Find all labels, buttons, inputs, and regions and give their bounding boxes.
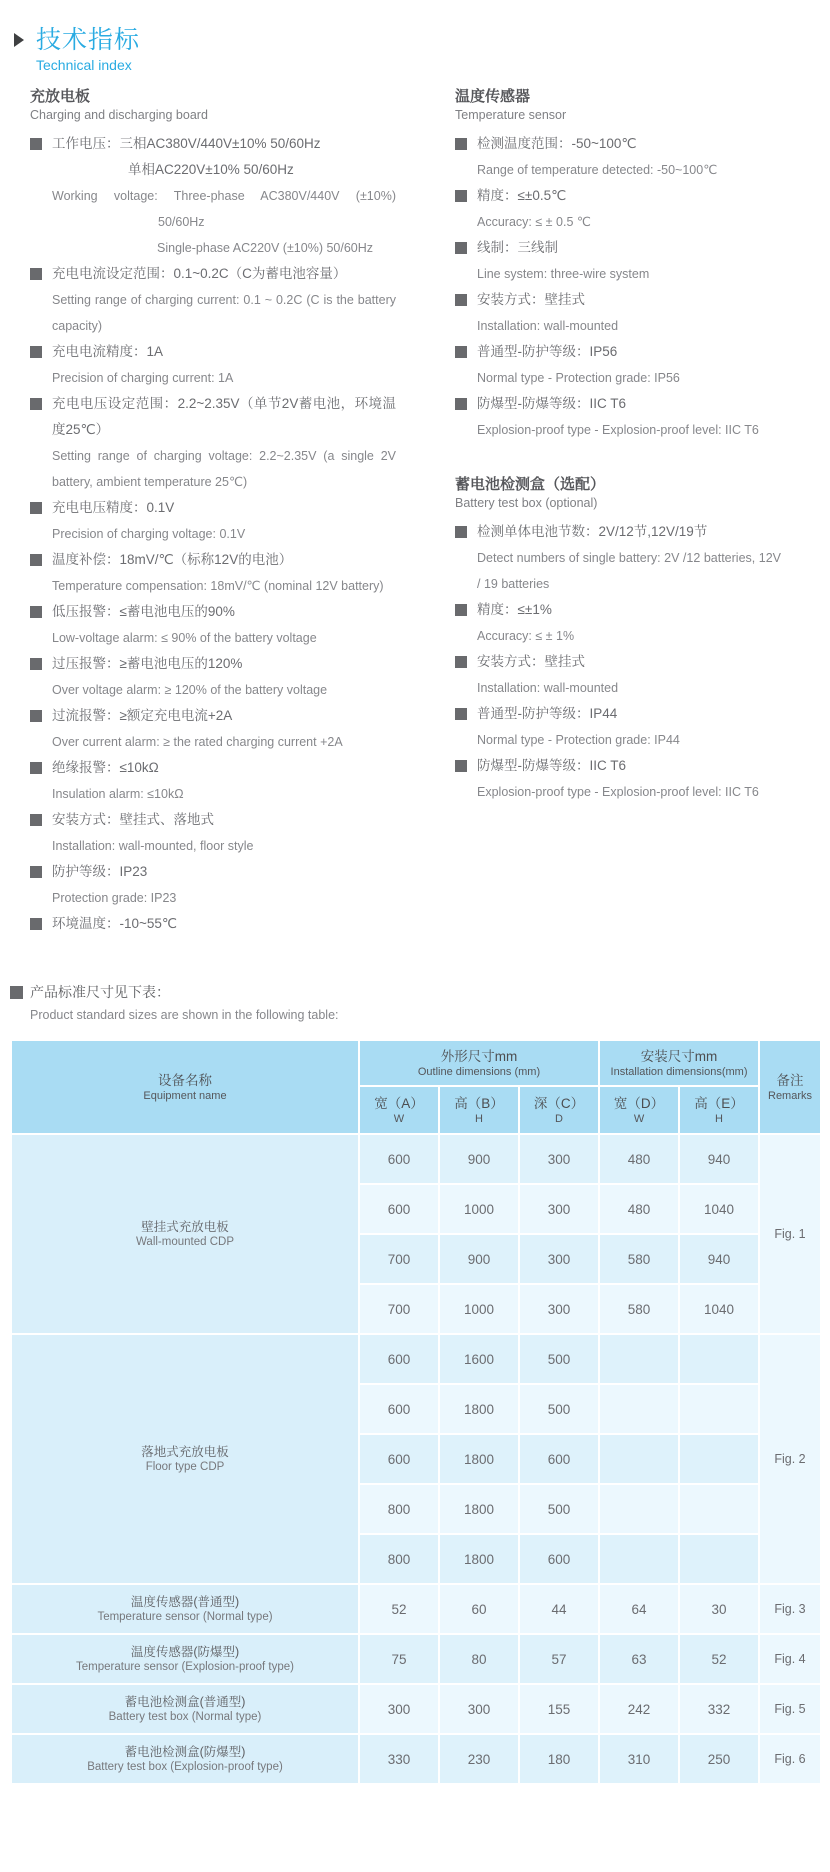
- bullet-icon: [455, 604, 467, 616]
- dimension-cell: 1800: [439, 1484, 519, 1534]
- spec-line-zh: [52, 599, 396, 625]
- spec-text-zh: 检测单体电池节数：2V/12节,12V/19节: [477, 524, 708, 539]
- bullet-icon: [455, 190, 467, 202]
- equipment-name-en: Battery test box (Normal type): [108, 1711, 262, 1723]
- spec-line-en: Over voltage alarm: ≥ 120% of the battery voltage: [52, 683, 328, 697]
- dimension-cell: 700: [359, 1284, 439, 1334]
- spec-item: [455, 287, 781, 339]
- col-subheader-zh: 宽（D）: [613, 1095, 665, 1111]
- spec-text-zh: 环境温度：-10~55℃: [52, 916, 178, 931]
- equipment-name-en: Battery test box (Explosion-proof type): [87, 1761, 283, 1773]
- dimension-cell: 330: [359, 1734, 439, 1784]
- bullet-icon: [30, 658, 42, 670]
- spec-item: [455, 519, 781, 597]
- equipment-name-en: Temperature sensor (Normal type): [97, 1611, 273, 1623]
- dimension-cell: 250: [679, 1734, 759, 1784]
- dimension-cell: [679, 1334, 759, 1384]
- spec-line-zh: [477, 391, 781, 417]
- col-subheader: [519, 1086, 599, 1134]
- spec-line-en: Line system: three-wire system: [477, 267, 650, 281]
- dimension-cell: 600: [359, 1434, 439, 1484]
- spec-line-en: Over current alarm: ≥ the rated charging current +2A: [52, 735, 343, 749]
- spec-item: [455, 235, 781, 287]
- dimension-cell: [599, 1334, 679, 1384]
- spec-item: [30, 807, 396, 859]
- spec-text-zh: 工作电压：三相AC380V/440V±10% 50/60Hz: [52, 136, 321, 151]
- spec-line-en: Working voltage: Three-phase AC380V/440V (±10%): [52, 189, 396, 203]
- equipment-name-cell: [11, 1734, 359, 1784]
- spec-item: [455, 597, 781, 649]
- table-row: [11, 1134, 821, 1184]
- spec-text-zh: 普通型-防护等级：IP44: [477, 706, 618, 721]
- section-arrow-icon: [14, 33, 24, 47]
- spec-line-zh: [477, 649, 781, 675]
- table-row: [11, 1734, 821, 1784]
- dimension-cell: 480: [599, 1134, 679, 1184]
- bullet-icon: [455, 656, 467, 668]
- title-text-wrap: [36, 26, 140, 73]
- bullet-icon: [30, 762, 42, 774]
- spec-line-zh: [52, 391, 396, 443]
- spec-line-zh: [52, 703, 396, 729]
- dimension-cell: 1800: [439, 1534, 519, 1584]
- bullet-icon: [455, 708, 467, 720]
- equipment-name-cell: [11, 1634, 359, 1684]
- spec-line-zh: [477, 339, 781, 365]
- equipment-name-en: Temperature sensor (Explosion-proof type): [76, 1661, 294, 1673]
- spec-line-zh: [52, 261, 396, 287]
- col-subheader: [439, 1086, 519, 1134]
- dimension-cell: 60: [439, 1584, 519, 1634]
- table-row: [11, 1634, 821, 1684]
- spec-columns: [0, 87, 830, 937]
- dimension-cell: [599, 1484, 679, 1534]
- section-title-zh: 温度传感器: [455, 88, 531, 105]
- spec-line-en: Range of temperature detected: -50~100℃: [477, 163, 718, 177]
- spec-item: [30, 131, 396, 261]
- equipment-name-en: Wall-mounted CDP: [136, 1236, 234, 1248]
- table-intro-en: Product standard sizes are shown in the following table:: [30, 1008, 339, 1022]
- spec-line-en: Installation: wall-mounted, floor style: [52, 839, 254, 853]
- dimension-cell: 600: [359, 1134, 439, 1184]
- dimension-cell: 310: [599, 1734, 679, 1784]
- col-subheader-en: H: [475, 1112, 483, 1125]
- dimension-cell: [679, 1484, 759, 1534]
- spec-text-zh: 充电电压设定范围：2.2~2.35V（单节2V蓄电池，环境温度25℃）: [52, 396, 396, 437]
- bullet-icon: [30, 398, 42, 410]
- spec-line-en: Precision of charging current: 1A: [52, 371, 234, 385]
- dimension-cell: 230: [439, 1734, 519, 1784]
- table-row: [11, 1334, 821, 1384]
- spec-line-zh: [52, 131, 396, 157]
- dimension-cell: 1040: [679, 1284, 759, 1334]
- spec-text-zh: 普通型-防护等级：IP56: [477, 344, 618, 359]
- equipment-name-en: Floor type CDP: [145, 1461, 225, 1473]
- spec-item: [30, 339, 396, 391]
- spec-text-zh: 精度：≤±1%: [477, 602, 552, 617]
- spec-item: [30, 547, 396, 599]
- col-subheader: [359, 1086, 439, 1134]
- equipment-name-zh: 蓄电池检测盒(防爆型): [124, 1745, 246, 1759]
- dimension-cell: 800: [359, 1534, 439, 1584]
- spec-line-zh: [477, 701, 781, 727]
- dimension-cell: 940: [679, 1134, 759, 1184]
- dimension-cell: 44: [519, 1584, 599, 1634]
- bullet-icon: [455, 526, 467, 538]
- dimension-cell: 300: [519, 1284, 599, 1334]
- spec-line-zh: [477, 183, 781, 209]
- spec-line-zh: [477, 131, 781, 157]
- dimension-cell: [599, 1384, 679, 1434]
- dimension-cell: 300: [519, 1184, 599, 1234]
- dimension-cell: 300: [519, 1134, 599, 1184]
- col-subheader-zh: 深（C）: [533, 1095, 585, 1111]
- specs-column-left: [30, 87, 396, 937]
- dimension-cell: 580: [599, 1234, 679, 1284]
- bullet-icon: [455, 294, 467, 306]
- spec-text-zh: 防爆型-防爆等级：IIC T6: [477, 758, 627, 773]
- spec-item: [30, 391, 396, 495]
- spec-item: [30, 859, 396, 911]
- col-subheader-zh: 高（E）: [694, 1095, 744, 1111]
- dimension-cell: 30: [679, 1584, 759, 1634]
- dimension-cell: 700: [359, 1234, 439, 1284]
- col-subheader-en: D: [555, 1112, 563, 1125]
- spec-item: [455, 339, 781, 391]
- specs-column-right: [455, 87, 781, 805]
- spec-line-zh: [52, 755, 396, 781]
- spec-section-battery-test-box: [455, 475, 781, 805]
- spec-item: [455, 649, 781, 701]
- remark-cell: Fig. 1: [759, 1134, 821, 1334]
- equipment-name-zh: 落地式充放电板: [141, 1445, 229, 1459]
- equipment-name-cell: [11, 1584, 359, 1634]
- bullet-icon: [30, 502, 42, 514]
- spec-line-zh: [52, 651, 396, 677]
- spec-line-zh: [52, 911, 396, 937]
- col-header-outline-en: Outline dimensions (mm): [417, 1065, 541, 1078]
- bullet-icon: [30, 866, 42, 878]
- section-title: [455, 475, 781, 512]
- spec-line-en: Setting range of charging voltage: 2.2~2.35V (a single 2V battery, ambient temperature 25℃): [52, 449, 396, 489]
- spec-line-zh: [52, 807, 396, 833]
- spec-line-en: Accuracy: ≤ ± 1%: [477, 629, 575, 643]
- dimension-cell: 900: [439, 1134, 519, 1184]
- spec-line-en: Insulation alarm: ≤10kΩ: [52, 787, 184, 801]
- col-subheader-en: W: [633, 1112, 645, 1125]
- dimension-cell: 300: [359, 1684, 439, 1734]
- bullet-icon: [30, 606, 42, 618]
- spec-text-zh: 安装方式：壁挂式: [477, 292, 585, 307]
- spec-line-zh: [477, 753, 781, 779]
- spec-line-zh: [477, 235, 781, 261]
- equipment-name-zh: 温度传感器(防爆型): [130, 1645, 240, 1659]
- spec-text-zh: 防爆型-防爆等级：IIC T6: [477, 396, 627, 411]
- section-title: [30, 87, 396, 124]
- dimension-cell: 600: [519, 1534, 599, 1584]
- dimension-cell: 1600: [439, 1334, 519, 1384]
- bullet-icon: [455, 346, 467, 358]
- spec-text-zh: 线制：三线制: [477, 240, 558, 255]
- dimension-cell: 180: [519, 1734, 599, 1784]
- spec-item: [30, 261, 396, 339]
- spec-line-zh: [477, 519, 781, 545]
- spec-line-zh: [477, 287, 781, 313]
- dimension-cell: 300: [439, 1684, 519, 1734]
- col-header-equipment-zh: 设备名称: [158, 1072, 212, 1088]
- spec-text-zh: 安装方式：壁挂式、落地式: [52, 812, 214, 827]
- bullet-icon: [455, 760, 467, 772]
- spec-line-en: Normal type - Protection grade: IP56: [477, 371, 680, 385]
- spec-text-zh: 低压报警：≤蓄电池电压的90%: [52, 604, 235, 619]
- dimension-cell: 300: [519, 1234, 599, 1284]
- spec-text-zh: 过流报警：≥额定充电电流+2A: [52, 708, 233, 723]
- dimension-cell: 940: [679, 1234, 759, 1284]
- spec-line-en: Accuracy: ≤ ± 0.5 ℃: [477, 215, 591, 229]
- dimension-cell: 1000: [439, 1184, 519, 1234]
- dimension-cell: 155: [519, 1684, 599, 1734]
- remark-cell: Fig. 6: [759, 1734, 821, 1784]
- dimension-cell: 1000: [439, 1284, 519, 1334]
- spec-section-temperature-sensor: [455, 87, 781, 443]
- table-row: [11, 1584, 821, 1634]
- section-title-en: Temperature sensor: [455, 108, 567, 122]
- equipment-name-zh: 蓄电池检测盒(普通型): [124, 1695, 246, 1709]
- dimension-cell: 57: [519, 1634, 599, 1684]
- spec-text-zh: 充电电流设定范围：0.1~0.2C（C为蓄电池容量）: [52, 266, 347, 281]
- spec-line-en: Setting range of charging current: 0.1 ~ 0.2C (C is the battery capacity): [52, 293, 396, 333]
- dimension-cell: [599, 1434, 679, 1484]
- spec-item: [30, 651, 396, 703]
- dimension-cell: 1800: [439, 1434, 519, 1484]
- spec-line-zh: [477, 597, 781, 623]
- dimension-cell: 332: [679, 1684, 759, 1734]
- size-table: [10, 1039, 822, 1785]
- section-title-zh: 蓄电池检测盒（选配）: [455, 476, 606, 493]
- spec-section-charging-board: [30, 87, 396, 937]
- table-intro-zh: [10, 983, 830, 1002]
- bullet-icon: [10, 986, 23, 999]
- bullet-icon: [455, 398, 467, 410]
- page-title: 技术指标: [36, 26, 141, 54]
- table-intro-zh-text: 产品标准尺寸见下表：: [30, 984, 170, 1000]
- spec-item: [30, 755, 396, 807]
- equipment-name-zh: 壁挂式充放电板: [141, 1220, 229, 1234]
- dimension-cell: 500: [519, 1384, 599, 1434]
- spec-item: [30, 703, 396, 755]
- col-subheader: [599, 1086, 679, 1134]
- table-intro: [10, 983, 830, 1024]
- dimension-cell: 600: [359, 1184, 439, 1234]
- col-subheader-zh: 宽（A）: [374, 1095, 424, 1111]
- dimension-cell: 64: [599, 1584, 679, 1634]
- spec-text-zh: 精度：≤±0.5℃: [477, 188, 567, 203]
- spec-text-zh: 充电电压精度：0.1V: [52, 500, 175, 515]
- spec-line-zh: [52, 547, 396, 573]
- spec-text-zh: 安装方式：壁挂式: [477, 654, 585, 669]
- section-title-zh: 充放电板: [30, 88, 91, 105]
- dimension-cell: 480: [599, 1184, 679, 1234]
- dimension-cell: 75: [359, 1634, 439, 1684]
- spec-text-zh: 防护等级：IP23: [52, 864, 148, 879]
- spec-line-en: Installation: wall-mounted: [477, 681, 619, 695]
- spec-line-en: Temperature compensation: 18mV/℃ (nominal 12V battery): [52, 579, 384, 593]
- col-header-install-en: Installation dimensions(mm): [610, 1065, 748, 1078]
- bullet-icon: [30, 554, 42, 566]
- spec-line-en: 50/60Hz: [158, 215, 205, 229]
- col-header-install-zh: 安装尺寸mm: [640, 1048, 718, 1064]
- spec-line-en: Protection grade: IP23: [52, 891, 177, 905]
- bullet-icon: [30, 918, 42, 930]
- spec-line-en: Precision of charging voltage: 0.1V: [52, 527, 246, 541]
- table-header-row-1: [11, 1040, 821, 1086]
- col-header-outline: [359, 1040, 599, 1086]
- dimension-cell: 242: [599, 1684, 679, 1734]
- section-title: [455, 87, 781, 124]
- bullet-icon: [30, 138, 42, 150]
- spec-text-zh: 绝缘报警：≤10kΩ: [52, 760, 159, 775]
- remark-cell: Fig. 5: [759, 1684, 821, 1734]
- dimension-cell: 52: [679, 1634, 759, 1684]
- bullet-icon: [30, 710, 42, 722]
- spec-line-zh: [52, 339, 396, 365]
- col-header-outline-zh: 外形尺寸mm: [440, 1048, 518, 1064]
- spec-text-zh: 温度补偿：18mV/℃（标称12V的电池）: [52, 552, 293, 567]
- title-block: [0, 0, 830, 73]
- col-header-equipment: [11, 1040, 359, 1134]
- bullet-icon: [455, 138, 467, 150]
- spec-item: [455, 131, 781, 183]
- equipment-name-cell: [11, 1684, 359, 1734]
- spec-line-en: Detect numbers of single battery: 2V /12 batteries, 12V / 19 batteries: [477, 551, 781, 591]
- spec-line-en: Low-voltage alarm: ≤ 90% of the battery voltage: [52, 631, 317, 645]
- spec-item: [30, 495, 396, 547]
- spec-line-en: Explosion-proof type - Explosion-proof level: IIC T6: [477, 785, 759, 799]
- spec-item: [455, 183, 781, 235]
- dimension-cell: 80: [439, 1634, 519, 1684]
- col-subheader-en: W: [393, 1112, 405, 1125]
- page-subtitle: Technical index: [36, 57, 132, 73]
- col-header-remark: [759, 1040, 821, 1134]
- dimension-cell: [679, 1534, 759, 1584]
- dimension-cell: 900: [439, 1234, 519, 1284]
- dimension-cell: [599, 1534, 679, 1584]
- dimension-cell: 600: [359, 1384, 439, 1434]
- col-header-install: [599, 1040, 759, 1086]
- bullet-icon: [30, 268, 42, 280]
- spec-line-en: Normal type - Protection grade: IP44: [477, 733, 680, 747]
- spec-item: [455, 701, 781, 753]
- equipment-name-cell: [11, 1134, 359, 1334]
- spec-line-zh: [52, 859, 396, 885]
- spec-line-zh: [52, 495, 396, 521]
- remark-cell: Fig. 3: [759, 1584, 821, 1634]
- col-header-equipment-en: Equipment name: [143, 1089, 227, 1102]
- remark-cell: Fig. 4: [759, 1634, 821, 1684]
- spec-item: [30, 911, 396, 937]
- bullet-icon: [455, 242, 467, 254]
- spec-line-en: Single-phase AC220V (±10%) 50/60Hz: [157, 241, 374, 255]
- dimension-cell: [679, 1434, 759, 1484]
- dimension-cell: 580: [599, 1284, 679, 1334]
- equipment-name-cell: [11, 1334, 359, 1584]
- dimension-cell: 600: [519, 1434, 599, 1484]
- col-header-remark-zh: 备注: [776, 1072, 804, 1088]
- dimension-cell: 800: [359, 1484, 439, 1534]
- col-subheader: [679, 1086, 759, 1134]
- spec-text-zh: 过压报警：≥蓄电池电压的120%: [52, 656, 243, 671]
- dimension-cell: [679, 1384, 759, 1434]
- col-subheader-en: H: [715, 1112, 723, 1125]
- spec-item: [455, 753, 781, 805]
- dimension-cell: 63: [599, 1634, 679, 1684]
- spec-item: [455, 391, 781, 443]
- spec-line-zh: [52, 157, 396, 183]
- dimension-cell: 600: [359, 1334, 439, 1384]
- dimension-cell: 500: [519, 1334, 599, 1384]
- equipment-name-zh: 温度传感器(普通型): [130, 1595, 240, 1609]
- dimension-cell: 1800: [439, 1384, 519, 1434]
- bullet-icon: [30, 346, 42, 358]
- spec-text-zh: 单相AC220V±10% 50/60Hz: [128, 162, 294, 177]
- dimension-cell: 500: [519, 1484, 599, 1534]
- remark-cell: Fig. 2: [759, 1334, 821, 1584]
- table-row: [11, 1684, 821, 1734]
- bullet-icon: [30, 814, 42, 826]
- col-subheader-zh: 高（B）: [454, 1095, 504, 1111]
- spec-text-zh: 检测温度范围：-50~100℃: [477, 136, 637, 151]
- spec-text-zh: 充电电流精度：1A: [52, 344, 164, 359]
- spec-line-en: Explosion-proof type - Explosion-proof level: IIC T6: [477, 423, 759, 437]
- section-title-en: Charging and discharging board: [30, 108, 208, 122]
- spec-item: [30, 599, 396, 651]
- spec-line-en: Installation: wall-mounted: [477, 319, 619, 333]
- dimension-cell: 52: [359, 1584, 439, 1634]
- col-header-remark-en: Remarks: [768, 1089, 813, 1102]
- section-title-en: Battery test box (optional): [455, 496, 598, 510]
- dimension-cell: 1040: [679, 1184, 759, 1234]
